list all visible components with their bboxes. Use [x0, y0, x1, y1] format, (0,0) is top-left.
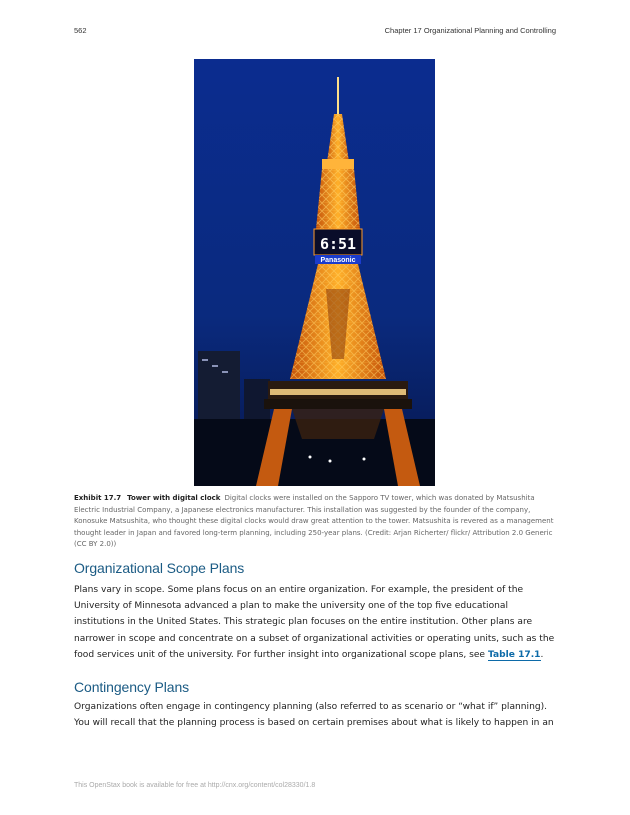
paragraph-scope-text: Plans vary in scope. Some plans focus on an entire organization. For example, the president of the University of Minnesota advanced a plan to make the university one of the top five educational institutions in the United States. This strategic plan focuses on the entire institution. Other plans are narrower in scope and concentrate on a subset of organizational activities or operating units, such as the food services unit of the university. For further insight into organizational scope plans, see — [74, 585, 555, 660]
section-heading-scope: Organizational Scope Plans — [74, 560, 245, 576]
paragraph-scope — [74, 582, 556, 663]
brand-sign: Panasonic — [320, 257, 356, 264]
tower-photo — [194, 59, 435, 486]
caption-label: Exhibit 17.7 — [74, 494, 122, 502]
page-header — [74, 26, 556, 35]
tower-illustration — [194, 59, 435, 486]
figure-caption — [74, 493, 556, 551]
page-footer: This OpenStax book is available for free at http://cnx.org/content/col28330/1.8 — [74, 782, 316, 789]
page-number: 562 — [74, 26, 87, 35]
table-link[interactable]: Table 17.1 — [487, 649, 541, 660]
caption-title: Tower with digital clock — [127, 494, 221, 502]
section-heading-contingency: Contingency Plans — [74, 679, 190, 695]
paragraph-scope-end: . — [540, 649, 544, 660]
clock-display: 6:51 — [319, 235, 357, 253]
paragraph-contingency: Organizations often engage in contingency planning (also referred to as scenario or “what if” planning). You will recall that the planning process is based on certain premises about what is likely to happen in an — [74, 702, 554, 729]
chapter-title: Chapter 17 Organizational Planning and Controlling — [384, 26, 556, 35]
caption-text: Digital clocks were installed on the Sapporo TV tower, which was donated by Matsushita Electric Industrial Company, a Japanese electronics manufacturer. This installation was suggested by the founder of the company, Konosuke Matsushita, who thought these digital clocks would draw great attention to the tower. Matsushita is revered as a management thought leader in Japan and favored long-term planning, including 250-year plans. (Credit: Arjan Richerter/ flickr/ Attribution 2.0 Generic (CC BY 2.0)) — [74, 494, 554, 549]
